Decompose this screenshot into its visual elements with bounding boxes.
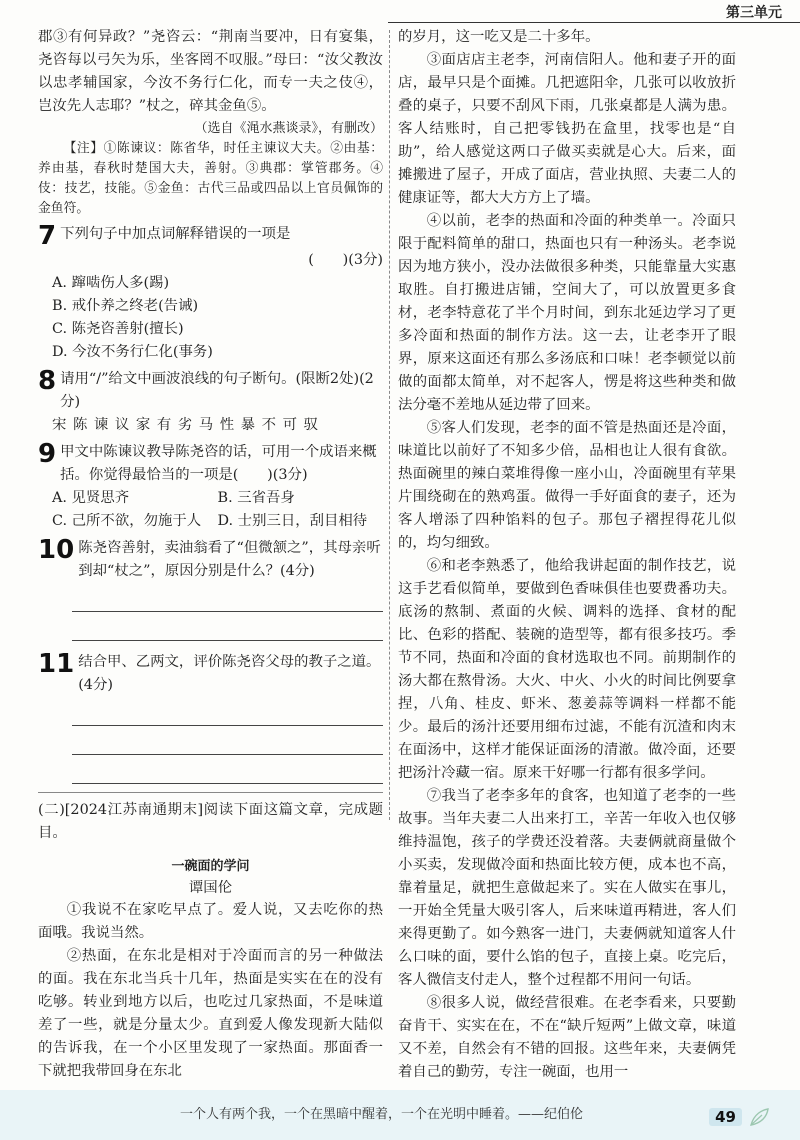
question-10 [38, 537, 383, 583]
paragraph-5: ⑤客人们发现，老李的面不管是热面还是冷面，味道比以前好了不知多少倍，品相也让人很有食欲。热面碗里的辣白菜堆得像一座小山，冷面碗里有苹果片围绕砌在的熟鸡蛋。做得一手好面食的妻子，还为客人增添了四种馅料的包子。那包子褶捏得花儿似的，均匀细致。 [398, 420, 736, 551]
paragraph-6: ⑥和老李熟悉了，他给我讲起面的制作技艺，说这手艺看似简单，要做到色香味俱佳也要费番功夫。底汤的熬制、煮面的火候、调料的选择、食材的配比、色彩的搭配、装碗的造型等，都有很多技巧。季节不同，热面和冷面的食材选取也不同。前期制作的汤大都在熬骨汤。大火、中火、小火的时间比例要拿捏，八角、桂皮、虾米、葱姜蒜等调料一样都不能少。最后的汤汁还要用细布过滤，不能有沉渣和肉末在面汤中，这样才能保证面汤的清澈。做冷面，还要把汤汁冷藏一宿。原来干好哪一行都有很多学问。 [398, 558, 736, 781]
option-b: B. 戒仆养之终老(告诫) [52, 298, 199, 314]
leaf-icon [748, 1106, 770, 1128]
question-number: 8 [38, 366, 57, 396]
option-d: D. 今汝不务行仁化(事务) [52, 344, 213, 360]
options-row-2 [52, 510, 383, 533]
article-author: 谭国伦 [188, 880, 233, 896]
option-d: D. 士别三日，刮目相待 [217, 513, 368, 529]
section-separator [38, 792, 383, 793]
section-heading: (二)[2024江苏南通期末]阅读下面这篇文章，完成题目。 [38, 802, 383, 841]
option-a: A. 见贤思齐 [52, 490, 130, 506]
annotation-note: 【注】①陈谏议：陈省华，时任主谏议大夫。②由基：养由基，春秋时楚国大夫，善射。③典郡：掌管郡务。④伎：技艺，技能。⑤金鱼：古代三品或四品以上官员佩饰的金鱼符。 [38, 141, 383, 216]
question-9 [38, 441, 383, 487]
paragraph-1: ①我说不在家吃早点了。爱人说，又去吃你的热面哦。我说当然。 [38, 902, 383, 941]
question-text: 下列句子中加点词解释错误的一项是 [60, 226, 291, 242]
footer-bar [0, 1090, 800, 1140]
passage-source: （选自《渑水燕谈录》，有删改） [194, 121, 383, 136]
answer-line[interactable] [72, 755, 383, 784]
question-number: 10 [38, 535, 75, 565]
question-text: 请用“/”给文中画波浪线的句子断句。(限断2处)(2分) [60, 371, 374, 410]
question-11 [38, 651, 383, 697]
answer-line[interactable] [72, 612, 383, 641]
sentence-to-punctuate: 宋 陈 谏 议 家 有 劣 马 性 暴 不 可 驭 [52, 417, 319, 433]
question-text: 结合甲、乙两文，评价陈尧咨父母的教子之道。(4分) [78, 654, 381, 693]
unit-label: 第三单元 [726, 5, 782, 21]
paragraph-3: ③面店店主老李，河南信阳人。他和妻子开的面店，最早只是个面摊。几把遮阳伞，几张可以收放折叠的桌子，只要不刮风下雨，几张桌都是人满为患。客人结账时，自己把零钱扔在盒里，找零也是“自助”，给人感觉这两口子做买卖就是心大。后来，面摊搬进了屋子，开成了面店，营业执照、夫妻二人的健康证等，都大大方方上了墙。 [398, 52, 736, 206]
column-divider [389, 30, 390, 820]
answer-line[interactable] [72, 583, 383, 612]
question-7 [38, 223, 383, 249]
option-c: C. 陈尧咨善射(擅长) [52, 321, 184, 337]
paragraph-2: ②热面，在东北是相对于冷面而言的另一种做法的面。我在东北当兵十几年，热面是实实在在的没有吃够。转业到地方以后，也吃过几家热面，不是味道差了一些，就是分量太少。直到爱人像发现新大陆似的告诉我，在一个小区里发现了一家热面。那面香一下就把我带回身在东北 [38, 948, 383, 1079]
paragraph-4: ④以前，老李的热面和冷面的种类单一。冷面只限于配料简单的甜口，热面也只有一种汤头。老李说因为地方狭小，没办法做很多种类，只能靠量大实惠取胜。自打搬进店铺，空间大了，可以放置更多食材，老李特意花了半个月时间，到东北延边学习了更多冷面和热面的制作方法。这一去，让老李开了眼界，原来这面还有那么多汤底和口味！老李顿觉以前做的面都太简单，对不起客人，愣是将这些种类和做法分毫不差地从延边带了回来。 [398, 213, 736, 413]
article-title: 一碗面的学问 [171, 859, 250, 874]
question-text: 甲文中陈谏议教导陈尧咨的话，可用一个成语来概括。你觉得最恰当的一项是( )(3分) [60, 444, 377, 483]
paragraph-2-continuation: 的岁月，这一吃又是二十多年。 [398, 29, 600, 45]
option-c: C. 己所不欲，勿施于人 [52, 513, 202, 529]
paragraph-8: ⑧很多人说，做经营很难。在老李看来，只要勤奋肯干、实实在在，不在“缺斤短两”上做文章，味道又不差，自然会有不错的回报。这些年来，夫妻俩凭着自己的勤劳，专注一碗面，也用一 [398, 995, 736, 1080]
question-text: 陈尧咨善射，卖油翁看了“但微颔之”，其母亲听到却“杖之”，原因分别是什么？(4分) [78, 540, 381, 579]
passage-continuation: 郡③有何异政？”尧咨云：“荆南当要冲，日有宴集，尧咨每以弓矢为乐，坐客罔不叹服。”母曰：“汝父教汝以忠孝辅国家，今汝不务行仁化，而专一夫之伎④，岂汝先人志耶？”杖之，碎其金鱼⑤。 [38, 29, 383, 114]
footer-motto: 一个人有两个我，一个在黑暗中醒着，一个在光明中睡着。——纪伯伦 [180, 1107, 584, 1122]
page-number: 49 [709, 1108, 742, 1126]
answer-line[interactable] [72, 697, 383, 726]
question-number: 11 [38, 649, 75, 679]
question-score: ( )(3分) [308, 252, 383, 268]
option-b: B. 三省吾身 [217, 490, 295, 506]
answer-line[interactable] [72, 726, 383, 755]
question-number: 9 [38, 439, 57, 469]
question-number: 7 [38, 221, 57, 251]
option-a: A. 蹿啮伤人多(踢) [52, 275, 170, 291]
paragraph-7: ⑦我当了老李多年的食客，也知道了老李的一些故事。当年夫妻二人出来打工，辛苦一年收入也仅够维持温饱，孩子的学费还没着落。夫妻俩就商量做个小买卖，发现做冷面和热面比较方便，成本也不高，靠着量足，就把生意做起来了。实在人做实在事儿，一开始全凭量大吸引客人，后来味道再精进，客人们来得更勤了。如今熟客一进门，夫妻俩就知道客人什么口味的面，要什么馅的包子，直接上桌。吃完后，客人微信支付走人，整个过程都不用问一句话。 [398, 788, 736, 988]
options-row-1 [52, 487, 383, 510]
right-column [398, 26, 736, 1084]
left-column [38, 26, 383, 1083]
header-rule [388, 22, 800, 23]
question-8 [38, 368, 383, 414]
